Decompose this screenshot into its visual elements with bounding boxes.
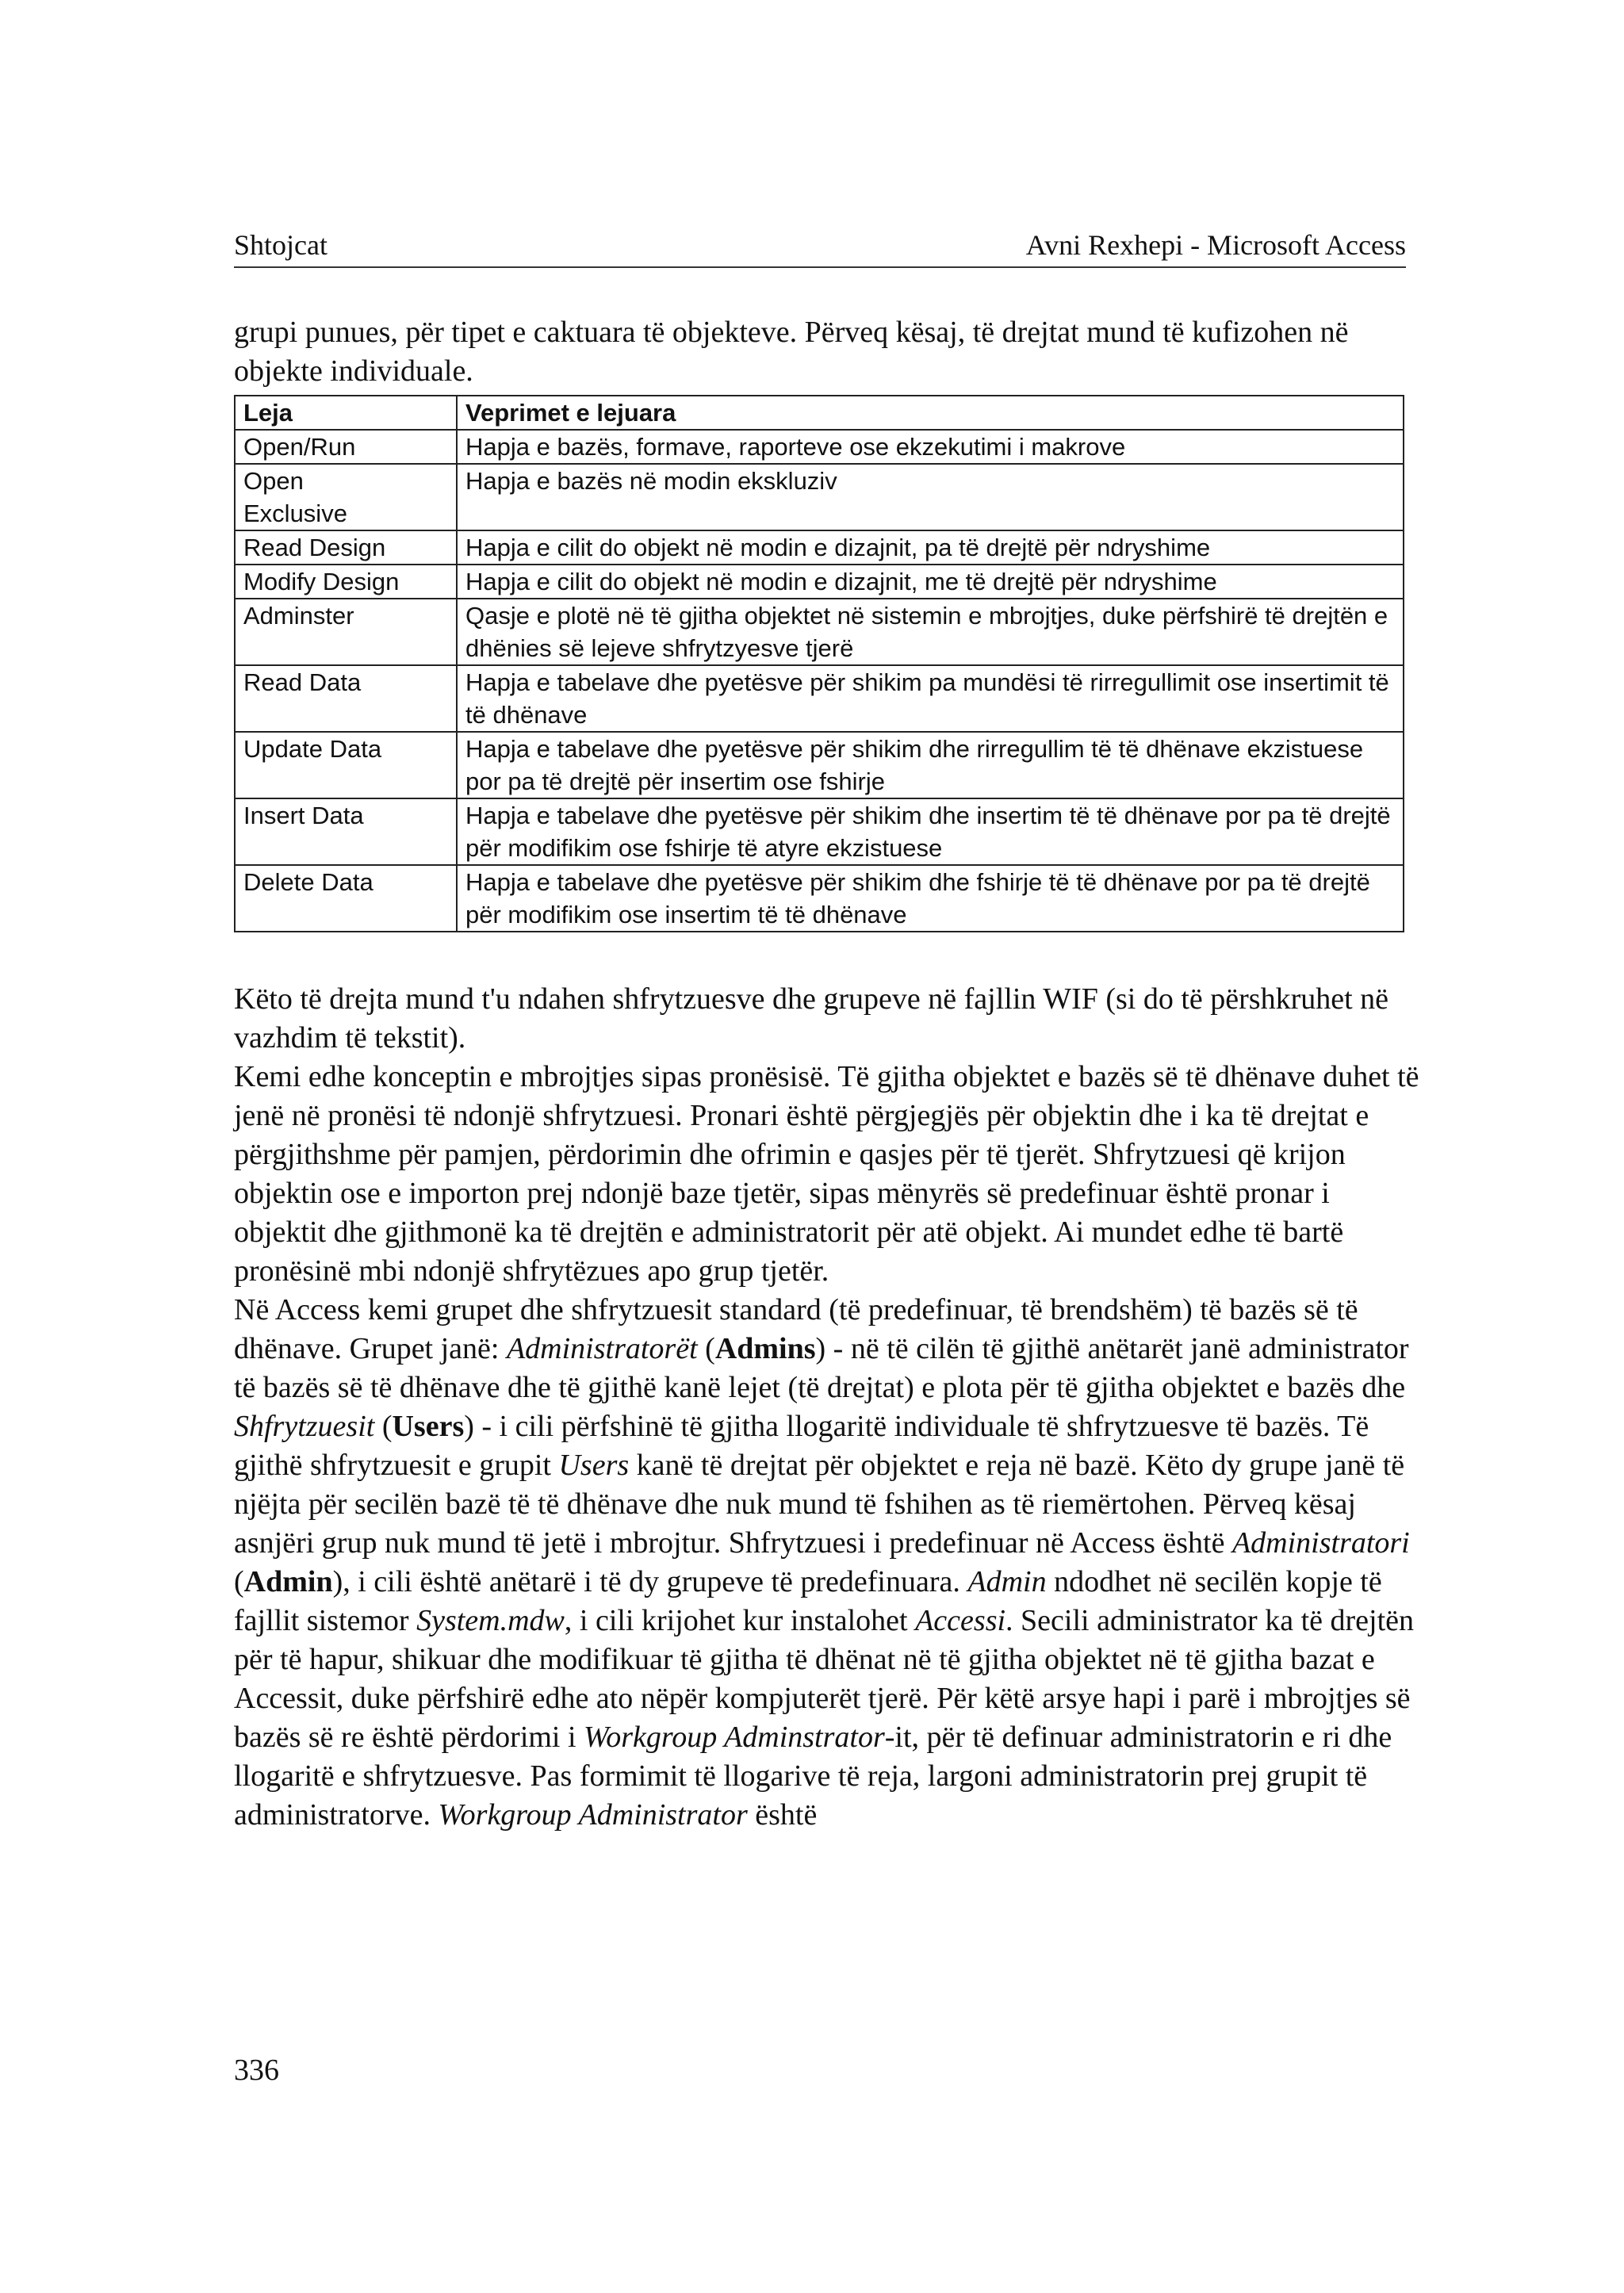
permissions-table xyxy=(234,395,1404,932)
column-header-actions: Veprimet e lejuara xyxy=(457,396,1404,430)
intro-text: grupi punues, për tipet e caktuara të objekteve. Përveq kësaj, të drejtat mund të kufizohen në objekte individuale. xyxy=(234,316,1349,388)
intro-paragraph xyxy=(234,313,1423,391)
column-header-permission: Leja xyxy=(235,396,457,430)
table-row xyxy=(235,430,1404,464)
table-row xyxy=(235,732,1404,798)
paragraph-ownership: Kemi edhe konceptin e mbrojtjes sipas pronësisë. Të gjitha objektet e bazës së të dhënave duhet të jenë në pronësi të ndonjë shfrytzuesi. Pronari është përgjegjës për objektin dhe i ka të drejtat e përgjithshme për pamjen, përdorimin dhe ofrimin e qasjes për të tjerët. Shfrytzuesi që krijon objektin ose e importon prej ndonjë baze tjetër, sipas mënyrës së predefinuar është pronar i objektit dhe gjithmonë ka të drejtën e administratorit për atë objekt. Ai mundet edhe të bartë pronësinë mbi ndonjë shfrytëzues apo grup tjetër. xyxy=(234,1060,1419,1288)
permission-cell: Update Data xyxy=(235,732,457,798)
action-cell: Hapja e cilit do objekt në modin e dizajnit, me të drejtë për ndryshime xyxy=(457,565,1404,599)
header-book-title: Avni Rexhepi - Microsoft Access xyxy=(1025,229,1406,261)
action-cell: Hapja e tabelave dhe pyetësve për shikim dhe rirregullim të të dhënave ekzistuese por pa të drejtë për insertim ose fshirje xyxy=(457,732,1404,798)
paragraph-default-groups: Në Access kemi grupet dhe shfrytzuesit standard (të predefinuar, të brendshëm) të bazës së të dhënave. Grupet janë: Administratorët (Admins) - në të cilën të gjithë anëtarët janë administrator të bazës së të dhënave dhe të gjithë kanë lejet (të drejtat) e plota për të gjitha objektet e bazës dhe Shfrytzuesit (Users) - i cili përfshinë të gjitha llogaritë individuale të shfrytzuesve të bazës. Të gjithë shfrytzuesit e grupit Users kanë të drejtat për objektet e reja në bazë. Këto dy grupe janë të njëjta për secilën bazë të të dhënave dhe nuk mund të fshihen as të riemërtohen. Përveq kësaj asnjëri grup nuk mund të jetë i mbrojtur. Shfrytzuesi i predefinuar në Access është Administratori (Admin), i cili është anëtarë i të dy grupeve të predefinuara. Admin ndodhet në secilën kopje të fajllit sistemor System.mdw, i cili krijohet kur instalohet Accessi. Secili administrator ka të drejtën për të hapur, shikuar dhe modifikuar të gjitha të dhënat në të gjitha objektet në të gjitha bazat e Accessit, duke përfshirë edhe ato nëpër kompjuterët tjerë. Për këtë arsye hapi i parë i mbrojtjes së bazës së re është përdorimi i Workgroup Adminstrator-it, për të definuar administratorin e ri dhe llogaritë e shfrytzuesve. Pas formimit të llogarive të reja, largoni administratorin prej grupit të administratorve. Workgroup Administrator është xyxy=(234,1293,1414,1832)
action-cell: Hapja e tabelave dhe pyetësve për shikim dhe fshirje të të dhënave por pa të drejtë për modifikim ose insertim të të dhënave xyxy=(457,865,1404,932)
permission-cell: Read Design xyxy=(235,530,457,565)
action-cell: Qasje e plotë në të gjitha objektet në sistemin e mbrojtjes, duke përfshirë të drejtën e dhënies së lejeve shfrytzyesve tjerë xyxy=(457,599,1404,665)
permission-cell: Read Data xyxy=(235,665,457,732)
permission-cell: Open/Run xyxy=(235,430,457,464)
action-cell: Hapja e tabelave dhe pyetësve për shikim pa mundësi të rirregullimit ose insertimit të të dhënave xyxy=(457,665,1404,732)
table-row xyxy=(235,599,1404,665)
header-section-title: Shtojcat xyxy=(234,229,327,261)
table-row xyxy=(235,665,1404,732)
table-row xyxy=(235,464,1404,530)
table-row xyxy=(235,565,1404,599)
paragraph-wif: Këto të drejta mund t'u ndahen shfrytzuesve dhe grupeve në fajllin WIF (si do të përshkruhet në vazhdim të tekstit). xyxy=(234,982,1389,1055)
action-cell: Hapja e cilit do objekt në modin e dizajnit, pa të drejtë për ndryshime xyxy=(457,530,1404,565)
table-row xyxy=(235,865,1404,932)
body-text xyxy=(234,980,1423,1835)
permission-cell: Modify Design xyxy=(235,565,457,599)
table-row xyxy=(235,530,1404,565)
permission-cell: Adminster xyxy=(235,599,457,665)
table-row xyxy=(235,798,1404,865)
table-header-row xyxy=(235,396,1404,430)
action-cell: Hapja e bazës, formave, raporteve ose ekzekutimi i makrove xyxy=(457,430,1404,464)
page-header xyxy=(234,224,1406,268)
permission-cell: Delete Data xyxy=(235,865,457,932)
action-cell: Hapja e tabelave dhe pyetësve për shikim dhe insertim të të dhënave por pa të drejtë për modifikim ose fshirje të atyre ekzistuese xyxy=(457,798,1404,865)
page-number: 336 xyxy=(234,2054,279,2087)
permission-cell: Open Exclusive xyxy=(235,464,457,530)
action-cell: Hapja e bazës në modin ekskluziv xyxy=(457,464,1404,530)
permission-cell: Insert Data xyxy=(235,798,457,865)
